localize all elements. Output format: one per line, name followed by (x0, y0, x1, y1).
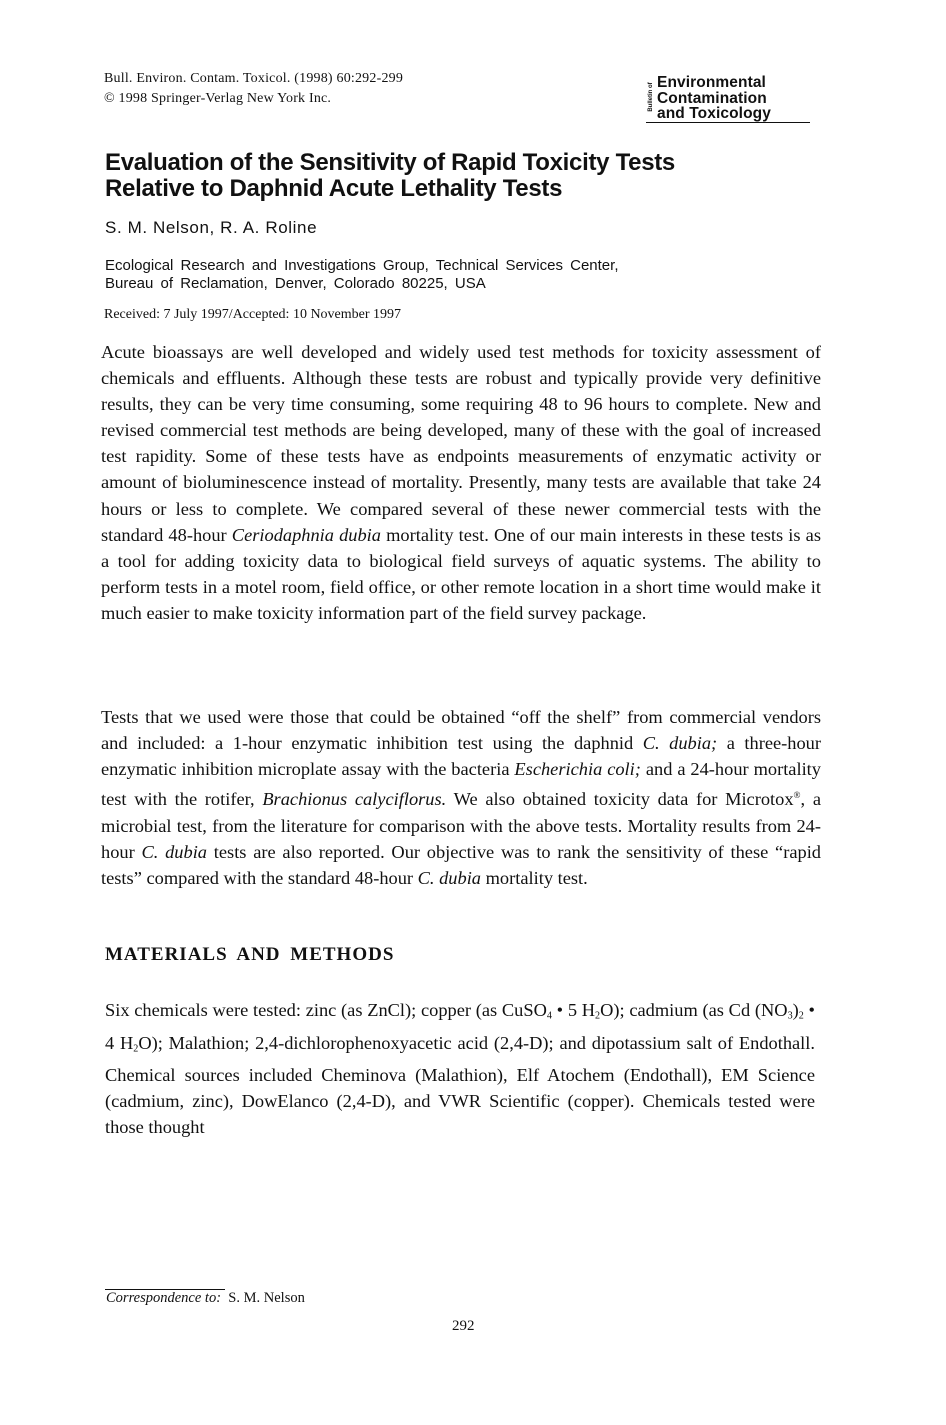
p2-sup-1: ® (793, 790, 801, 801)
journal-logo (646, 75, 812, 125)
p3-text-6: O); Malathion; 2,4-dichlorophenoxyacetic acid (2,4-D); and dipotassium salt of Endothall. Chemical sources included Cheminova (Malathion), Elf Atochem (Endothall), EM Science (cadmium, zinc), DowElanco (2,4-D), and VWR Scientific (copper). Chemicals tested were those thought (105, 1032, 815, 1138)
article-title (105, 150, 865, 202)
p3-text-5: • 4 H (105, 1000, 815, 1053)
p1-text-2: mortality test. One of our main interests in these tests is as a tool for adding toxicity data to biological field surveys of aquatic systems. The ability to perform tests in a motel room, field office, or other remote location in a short time would make it much easier to make toxicity information part of the field survey package. (101, 524, 821, 623)
intro-paragraph-2 (101, 704, 821, 891)
p3-sub-2: 2 (595, 1010, 601, 1022)
footnote-name: S. M. Nelson (228, 1290, 305, 1306)
p3-text-3: O); cadmium (as Cd (NO (600, 1000, 788, 1020)
section-heading-methods: MATERIALS AND METHODS (105, 944, 395, 965)
title-line-1: Evaluation of the Sensitivity of Rapid Toxicity Tests (105, 149, 675, 176)
intro-paragraph-1 (101, 339, 821, 626)
p3-text-2: • 5 H (551, 1000, 596, 1020)
copyright-line: © 1998 Springer-Verlag New York Inc. (104, 91, 332, 106)
p1-text-1: Acute bioassays are well developed and widely used test methods for toxicity assessment of chemicals and effluents. Although these tests are robust and typically provide very definitive results, they can be very time consuming, some requiring 48 to 96 hours to complete. New and revised commercial test methods are being developed, many of these with the goal of increased test rapidity. Some of these tests have as endpoints measurements of enzymatic activity or amount of bioluminescence instead of mortality. Presently, many tests are available that take 24 hours or less to complete. We compared several of these newer commercial tests with the standard 48-hour (101, 342, 821, 545)
p2-text-2: a three-hour enzymatic inhibition microplate assay with the bacteria (101, 733, 821, 780)
p2-italic-1: C. dubia; (642, 733, 718, 754)
affiliation-line-1: Ecological Research and Investigations Group, Technical Services Center, (105, 257, 619, 274)
p3-text-1: Six chemicals were tested: zinc (as ZnCl); copper (as CuSO (105, 1000, 547, 1020)
p3-sub-5: 2 (133, 1043, 139, 1055)
logo-side-text: Bulletin of (648, 82, 654, 112)
affiliation (105, 257, 619, 293)
p2-italic-5: C. dubia (417, 867, 481, 888)
p3-sub-4: 2 (798, 1010, 804, 1022)
p3-sub-3: 3 (787, 1010, 793, 1022)
logo-line-2: Contamination (657, 89, 767, 107)
p2-text-3: and a 24-hour mortality test with the rotifer, (101, 759, 821, 810)
logo-line-3: and Toxicology (657, 105, 771, 122)
p2-italic-2: Escherichia coli; (514, 759, 641, 780)
p2-text-5: , a microbial test, from the literature for comparison with the above tests. Mortality results from 24-hour (101, 789, 821, 862)
p2-text-1: Tests that we used were those that could be obtained “off the shelf” from commercial vendors and included: a 1-hour enzymatic inhibition test using the daphnid (101, 707, 821, 754)
authors: S. M. Nelson, R. A. Roline (105, 218, 318, 237)
correspondence-footnote (106, 1290, 305, 1307)
title-line-2: Relative to Daphnid Acute Lethality Tests (105, 175, 563, 202)
affiliation-line-2: Bureau of Reclamation, Denver, Colorado 80225, USA (105, 275, 486, 292)
received-dates: Received: 7 July 1997/Accepted: 10 November 1997 (104, 307, 402, 322)
logo-rule (646, 122, 810, 123)
p3-sub-1: 4 (546, 1010, 552, 1022)
journal-citation: Bull. Environ. Contam. Toxicol. (1998) 60:292-299 (104, 71, 404, 86)
p2-text-4: We also obtained toxicity data for Microtox (446, 789, 794, 810)
p2-text-6: tests are also reported. Our objective was to rank the sensitivity of these “rapid tests” compared with the standard 48-hour (101, 841, 821, 888)
footnote-label: Correspondence to: (106, 1290, 222, 1306)
p1-italic-1: Ceriodaphnia dubia (231, 524, 381, 545)
p2-italic-3: Brachionus calyciflorus. (262, 789, 447, 810)
logo-line-1: Environmental (657, 74, 766, 91)
p2-text-7: mortality test. (481, 867, 588, 888)
p2-italic-4: C. dubia (141, 841, 207, 862)
p3-text-4: ) (792, 1000, 799, 1020)
page-number: 292 (452, 1318, 475, 1334)
methods-paragraph-1 (105, 997, 815, 1141)
